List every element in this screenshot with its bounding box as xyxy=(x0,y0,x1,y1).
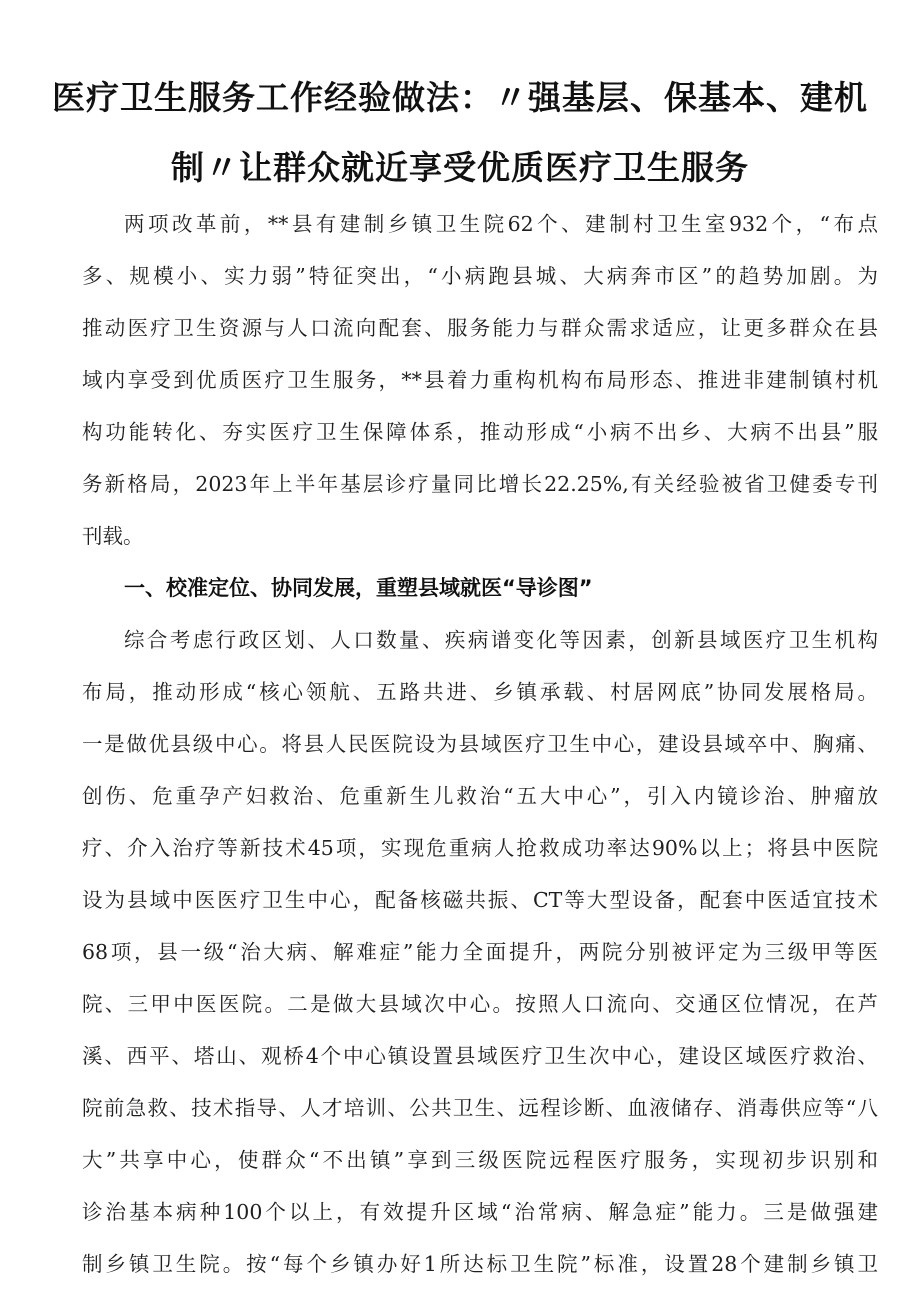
paragraph-2-line-8: 院、三甲中医医院。二是做大县域次中心。按照人口流向、交通区位情况，在芦 xyxy=(82,992,878,1016)
document-body xyxy=(82,198,878,1290)
document-title-line-2: 制〃让群众就近享受优质医疗卫生服务 xyxy=(171,148,749,187)
paragraph-2-line-7: 68项，县一级“治大病、解难症”能力全面提升，两院分别被评定为三级甲等医 xyxy=(82,940,878,964)
paragraph-2-line-1: 综合考虑行政区划、人口数量、疾病谱变化等因素，创新县域医疗卫生机构 xyxy=(124,628,878,652)
paragraph-2-line-2: 布局，推动形成“核心领航、五路共进、乡镇承载、村居网底”协同发展格局。 xyxy=(82,680,878,704)
paragraph-1-line-1: 两项改革前，**县有建制乡镇卫生院62个、建制村卫生室932个，“布点 xyxy=(124,212,878,236)
paragraph-1-line-3: 推动医疗卫生资源与人口流向配套、服务能力与群众需求适应，让更多群众在县 xyxy=(82,316,878,340)
paragraph-2-line-9: 溪、西平、塔山、观桥4个中心镇设置县域医疗卫生次中心，建设区域医疗救治、 xyxy=(82,1044,878,1068)
paragraph-1-line-6: 务新格局，2023年上半年基层诊疗量同比增长22.25%,有关经验被省卫健委专刊 xyxy=(82,472,878,496)
document-title-line-1: 医疗卫生服务工作经验做法：〃强基层、保基本、建机 xyxy=(52,78,868,117)
paragraph-2-line-11: 大”共享中心，使群众“不出镇”享到三级医院远程医疗服务，实现初步识别和 xyxy=(82,1148,878,1172)
paragraph-2-line-10: 院前急救、技术指导、人才培训、公共卫生、远程诊断、血液储存、消毒供应等“八 xyxy=(82,1096,878,1120)
paragraph-1-line-7: 刊载。 xyxy=(82,524,144,548)
paragraph-2-line-13: 制乡镇卫生院。按“每个乡镇办好1所达标卫生院”标准，设置28个建制乡镇卫 xyxy=(82,1252,878,1276)
paragraph-1-line-5: 构功能转化、夯实医疗卫生保障体系，推动形成“小病不出乡、大病不出县”服 xyxy=(82,420,878,444)
paragraph-1-line-4: 域内享受到优质医疗卫生服务，**县着力重构机构布局形态、推进非建制镇村机 xyxy=(82,368,878,392)
paragraph-2-line-12: 诊治基本病种100个以上，有效提升区域“治常病、解急症”能力。三是做强建 xyxy=(82,1200,878,1224)
paragraph-2-line-3: 一是做优县级中心。将县人民医院设为县域医疗卫生中心，建设县域卒中、胸痛、 xyxy=(82,732,878,756)
paragraph-2-line-6: 设为县域中医医疗卫生中心，配备核磁共振、CT等大型设备，配套中医适宜技术 xyxy=(82,888,878,912)
section-heading-1: 一、校准定位、协同发展，重塑县域就医“导诊图” xyxy=(124,576,593,600)
paragraph-2-line-5: 疗、介入治疗等新技术45项，实现危重病人抢救成功率达90%以上；将县中医院 xyxy=(82,836,878,860)
paragraph-2-line-4: 创伤、危重孕产妇救治、危重新生儿救治“五大中心”，引入内镜诊治、肿瘤放 xyxy=(82,784,878,808)
paragraph-1-line-2: 多、规模小、实力弱”特征突出，“小病跑县城、大病奔市区”的趋势加剧。为 xyxy=(82,264,878,288)
